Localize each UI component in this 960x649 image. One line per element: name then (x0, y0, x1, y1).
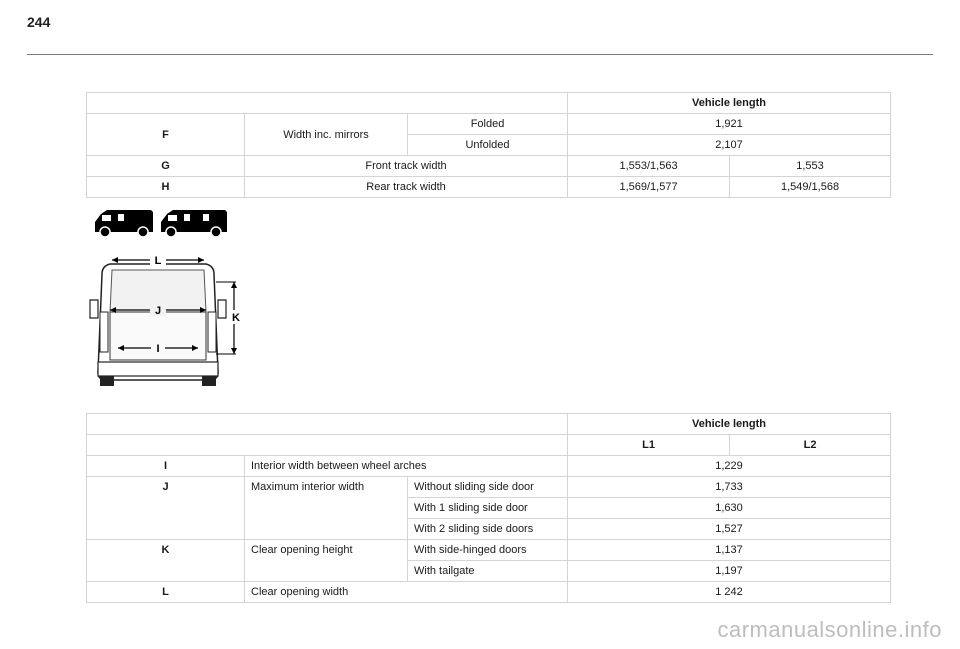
table-row (87, 435, 891, 456)
value-g-1: 1,553/1,563 (568, 156, 730, 177)
vehicle-length-header: Vehicle length (568, 93, 891, 114)
sub-unfolded: Unfolded (408, 135, 568, 156)
row-label-g: Front track width (245, 156, 568, 177)
track-width-table (86, 92, 891, 198)
dim-label-k: K (232, 312, 240, 324)
row-code-j: J (87, 477, 245, 540)
table-row (87, 177, 891, 198)
column-l2: L2 (730, 435, 891, 456)
row-label-i: Interior width between wheel arches (245, 456, 568, 477)
sub-folded: Folded (408, 114, 568, 135)
row-label-j: Maximum interior width (245, 477, 408, 540)
header-divider (27, 54, 933, 55)
value-h-2: 1,549/1,568 (730, 177, 891, 198)
dim-label-i: I (156, 343, 160, 355)
vehicle-length-header: Vehicle length (568, 414, 891, 435)
column-l1: L1 (568, 435, 730, 456)
row-code-k: K (87, 540, 245, 582)
row-code-h: H (87, 177, 245, 198)
watermark: carmanualsonline.info (717, 617, 942, 642)
sub-j-1: Without sliding side door (408, 477, 568, 498)
value-k-1: 1,137 (568, 540, 891, 561)
header-spacer (87, 414, 568, 435)
value-folded: 1,921 (568, 114, 891, 135)
sub-k-2: With tailgate (408, 561, 568, 582)
table-row (87, 477, 891, 498)
value-j-1: 1,733 (568, 477, 891, 498)
short-van-icon (95, 210, 153, 237)
sub-k-1: With side-hinged doors (408, 540, 568, 561)
table-row (87, 114, 891, 135)
table-row (87, 456, 891, 477)
value-h-1: 1,569/1,577 (568, 177, 730, 198)
long-van-icon (161, 210, 227, 237)
table-row (87, 540, 891, 561)
value-j-2: 1,630 (568, 498, 891, 519)
interior-dimensions-table (86, 413, 891, 603)
header-spacer (87, 93, 568, 114)
sub-j-2: With 1 sliding side door (408, 498, 568, 519)
row-label-k: Clear opening height (245, 540, 408, 582)
row-label-f: Width inc. mirrors (245, 114, 408, 156)
dim-label-j: J (154, 305, 162, 317)
row-code-f: F (87, 114, 245, 156)
table-row (87, 582, 891, 603)
row-label-l: Clear opening width (245, 582, 568, 603)
row-code-i: I (87, 456, 245, 477)
value-i: 1,229 (568, 456, 891, 477)
dim-label-l: L (154, 255, 162, 267)
value-g-2: 1,553 (730, 156, 891, 177)
van-silhouettes-icon (93, 205, 228, 239)
value-j-3: 1,527 (568, 519, 891, 540)
header-spacer (87, 435, 568, 456)
page-number: 244 (27, 14, 51, 30)
row-label-h: Rear track width (245, 177, 568, 198)
row-code-l: L (87, 582, 245, 603)
table-row (87, 414, 891, 435)
value-l: 1 242 (568, 582, 891, 603)
value-unfolded: 2,107 (568, 135, 891, 156)
row-code-g: G (87, 156, 245, 177)
value-k-2: 1,197 (568, 561, 891, 582)
table-row (87, 93, 891, 114)
table-row (87, 156, 891, 177)
rear-view-diagram (88, 252, 248, 392)
sub-j-3: With 2 sliding side doors (408, 519, 568, 540)
